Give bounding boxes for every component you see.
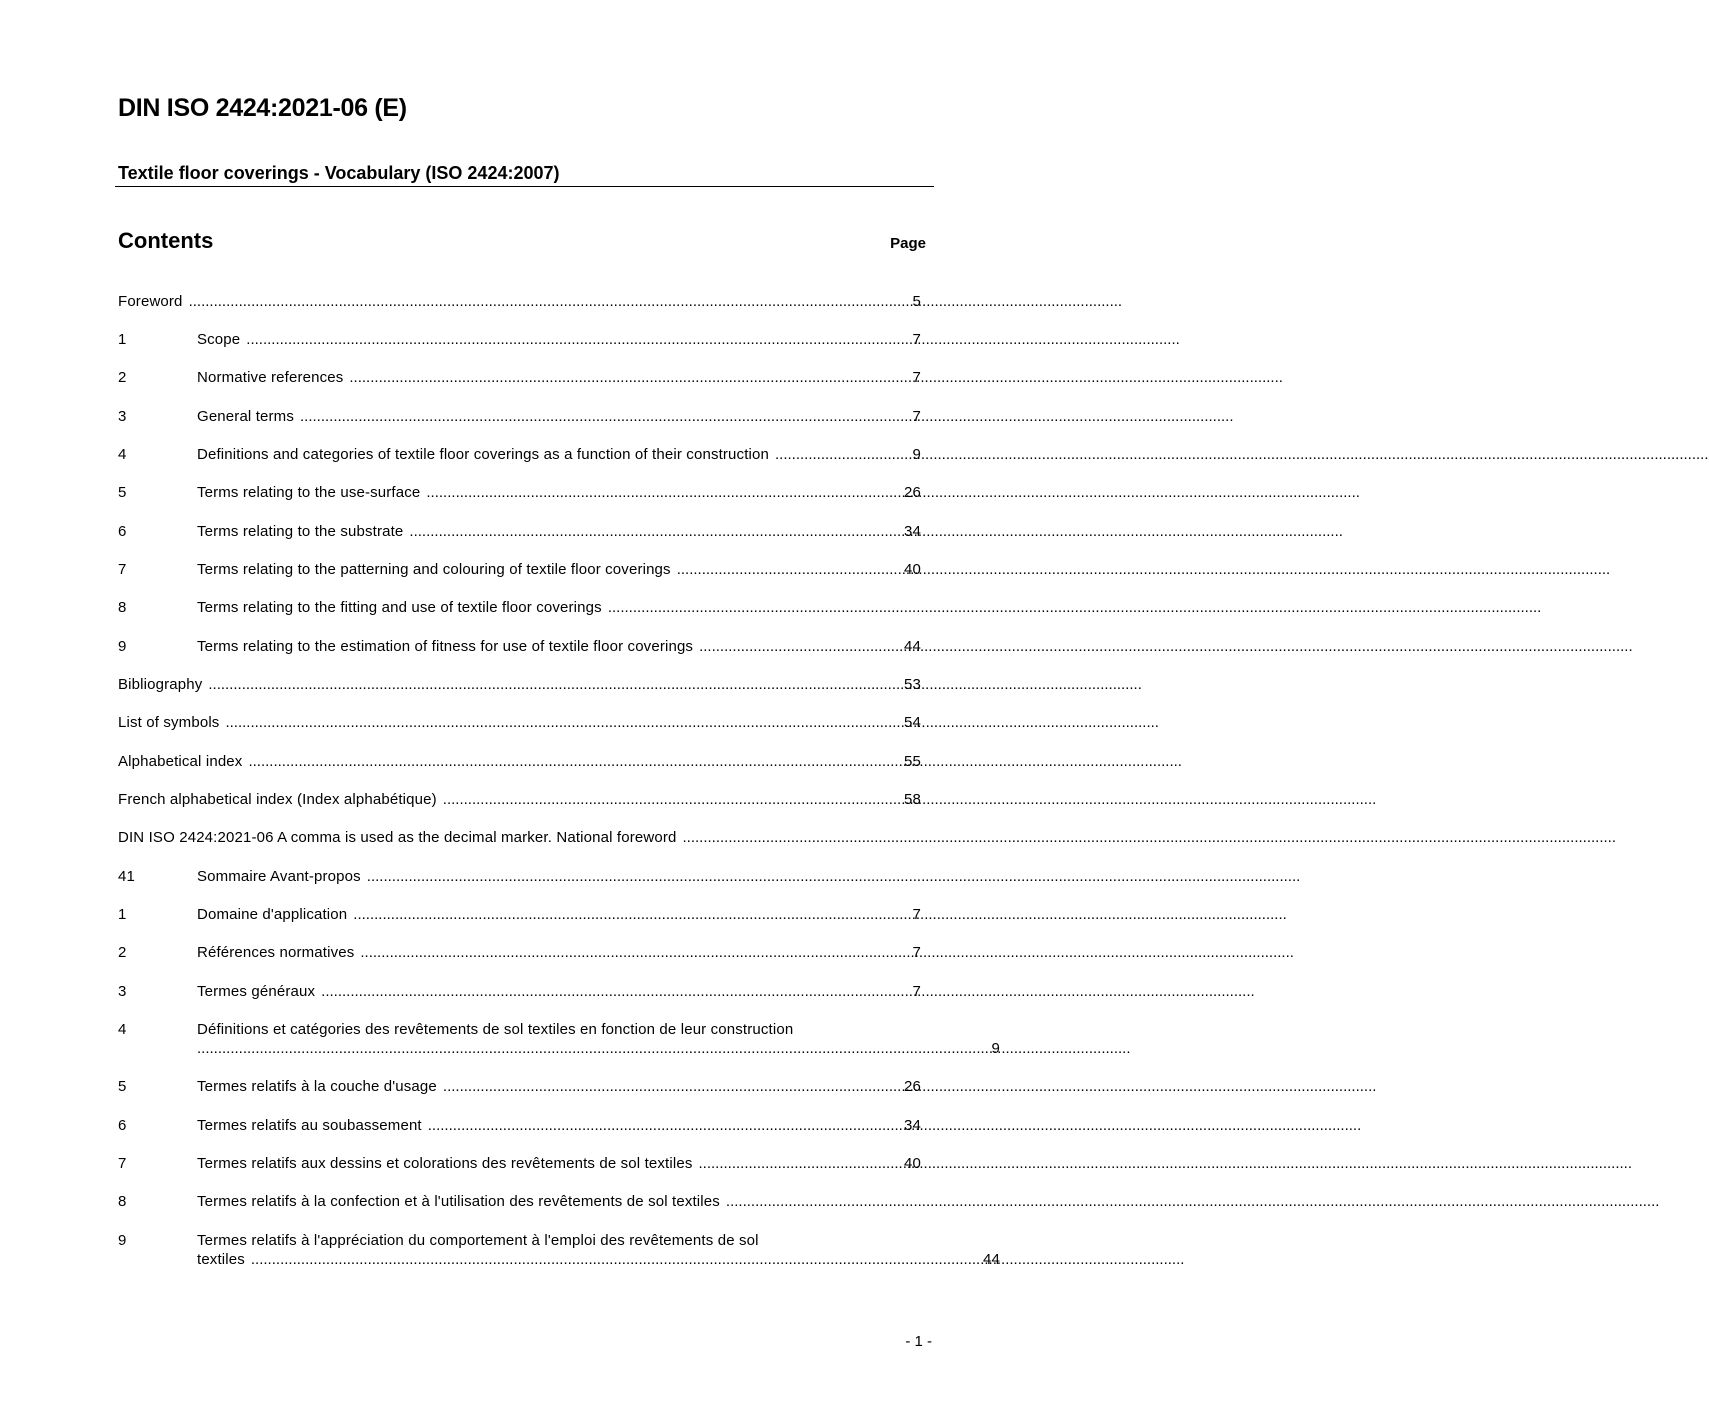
toc-entry-number: 5 — [118, 484, 127, 501]
toc-leader — [300, 407, 913, 426]
toc-leader — [608, 598, 921, 617]
toc-entry-page: 26 — [904, 484, 921, 501]
toc-entry-page: 40 — [904, 561, 921, 578]
toc-entry-title: Alphabetical index — [118, 753, 243, 770]
toc-entry-title: Foreword — [118, 293, 183, 310]
toc-entry-page: 34 — [904, 523, 921, 540]
toc-entry[interactable] — [118, 407, 921, 426]
toc-leader — [360, 943, 912, 962]
toc-entry-page: 58 — [904, 791, 921, 808]
toc-entry-title: Termes relatifs à l'appréciation du comportement à l'emploi des revêtements de sol — [197, 1232, 759, 1249]
toc-entry[interactable] — [118, 483, 921, 502]
toc-entry[interactable] — [118, 637, 921, 656]
toc-entry-title: Definitions and categories of textile floor coverings as a function of their construction — [197, 446, 769, 463]
toc-entry-title: DIN ISO 2424:2021-06 A comma is used as the decimal marker. National foreword — [118, 829, 677, 846]
toc-entry-page: 54 — [904, 714, 921, 731]
toc-entry-title: Terms relating to the patterning and colouring of textile floor coverings — [197, 561, 671, 578]
toc-entry-title: Termes généraux — [197, 983, 316, 1000]
toc-leader — [409, 522, 904, 541]
toc-entry[interactable] — [118, 1020, 1000, 1058]
toc-entry-number: 3 — [118, 408, 127, 425]
toc-entry-page: 53 — [904, 676, 921, 693]
toc-leader — [443, 790, 904, 809]
toc-entry-page: 26 — [904, 1078, 921, 1095]
toc-entry-title: Normative references — [197, 369, 344, 386]
toc-entry-title: Termes relatifs aux dessins et colorations des revêtements de sol textiles — [197, 1155, 693, 1172]
toc-leader — [349, 368, 912, 387]
toc-entry[interactable] — [118, 445, 921, 464]
toc-leader — [428, 1116, 904, 1135]
toc-leader — [353, 905, 912, 924]
toc-entry-title: Termes relatifs à la confection et à l'utilisation des revêtements de sol textiles — [197, 1193, 720, 1210]
toc-entry-title: Définitions et catégories des revêtements de sol textiles en fonction de leur construction — [197, 1021, 794, 1038]
toc-entry-title: Termes relatifs à la couche d'usage — [197, 1078, 437, 1095]
toc-entry-number: 4 — [118, 446, 127, 463]
toc-leader — [251, 1250, 983, 1269]
toc-entry-title: Terms relating to the estimation of fitness for use of textile floor coverings — [197, 638, 694, 655]
toc-entry-title: General terms — [197, 408, 294, 425]
toc-entry-number: 3 — [118, 983, 127, 1000]
toc-entry-page: 44 — [983, 1251, 1000, 1268]
toc-entry-page: 44 — [904, 638, 921, 655]
toc-entry[interactable] — [118, 560, 921, 579]
toc-entry-number: 2 — [118, 944, 127, 961]
toc-entry-number: 7 — [118, 1155, 127, 1172]
toc-entry[interactable] — [118, 790, 921, 809]
toc-entry[interactable] — [118, 1116, 921, 1135]
toc-leader — [197, 1039, 992, 1058]
toc-entry[interactable] — [118, 522, 921, 541]
toc-leader — [426, 483, 904, 502]
toc-entry-number: 41 — [118, 868, 135, 885]
toc-leader — [683, 828, 922, 847]
toc-entry-number: 4 — [118, 1021, 127, 1038]
toc-entry[interactable] — [118, 330, 921, 349]
toc-entry[interactable] — [118, 292, 921, 311]
toc-leader — [321, 982, 912, 1001]
toc-leader — [208, 675, 904, 694]
toc-entry[interactable] — [118, 713, 921, 732]
toc-entry[interactable] — [118, 1077, 921, 1096]
toc-entry-title: Bibliography — [118, 676, 203, 693]
toc-entry[interactable] — [118, 1192, 921, 1211]
toc-leader — [443, 1077, 904, 1096]
toc-entry-number: 6 — [118, 523, 127, 540]
document-title: DIN ISO 2424:2021-06 (E) — [118, 94, 407, 122]
toc-entry-title: Terms relating to the use-surface — [197, 484, 421, 501]
toc-entry-page: 5 — [912, 293, 921, 310]
toc-entry-page: 7 — [912, 906, 921, 923]
toc-entry-title-continued: textiles — [197, 1251, 245, 1268]
toc-entry-page: 7 — [912, 369, 921, 386]
toc-leader — [189, 292, 913, 311]
toc-entry-title: Références normatives — [197, 944, 355, 961]
toc-entry[interactable] — [118, 1231, 1000, 1269]
toc-leader — [677, 560, 904, 579]
toc-entry-page: 7 — [912, 408, 921, 425]
toc-entry-number: 9 — [118, 638, 127, 655]
contents-heading: Contents — [118, 228, 214, 253]
toc-entry-page: 9 — [991, 1040, 1000, 1057]
toc-entry-page: 7 — [912, 944, 921, 961]
page-number: - 1 - — [905, 1333, 932, 1350]
toc-entry-number: 8 — [118, 1193, 127, 1210]
toc-entry-page: 9 — [912, 446, 921, 463]
toc-entry[interactable] — [118, 867, 921, 886]
toc-entry-page: 7 — [912, 331, 921, 348]
toc-leader — [225, 713, 904, 732]
toc-leader — [367, 867, 921, 886]
toc-entry-title: Domaine d'application — [197, 906, 348, 923]
toc-entry-title: Terms relating to the fitting and use of textile floor coverings — [197, 599, 602, 616]
toc-entry[interactable] — [118, 828, 921, 847]
toc-entry-page: 7 — [912, 983, 921, 1000]
toc-entry-number: 6 — [118, 1117, 127, 1134]
toc-entry-title: Termes relatifs au soubassement — [197, 1117, 422, 1134]
toc-entry-title: Scope — [197, 331, 241, 348]
document-subtitle: Textile floor coverings - Vocabulary (ISO 2424:2007) — [118, 163, 560, 183]
toc-leader — [699, 637, 904, 656]
toc-entry-page: 40 — [904, 1155, 921, 1172]
toc-entry-page: 55 — [904, 753, 921, 770]
toc-entry-number: 9 — [118, 1232, 127, 1249]
toc-entry[interactable] — [118, 752, 921, 771]
toc-entry-number: 1 — [118, 331, 127, 348]
toc-entry[interactable] — [118, 982, 921, 1001]
toc-leader — [775, 445, 913, 464]
toc-entry[interactable] — [118, 598, 921, 617]
toc-entry-page: 34 — [904, 1117, 921, 1134]
toc-entry[interactable] — [118, 943, 921, 962]
toc-entry-title: French alphabetical index (Index alphabétique) — [118, 791, 437, 808]
toc-entry-title: Terms relating to the substrate — [197, 523, 404, 540]
toc-entry[interactable] — [118, 675, 921, 694]
toc-entry-title: Sommaire Avant-propos — [197, 868, 361, 885]
toc-entry-number: 8 — [118, 599, 127, 616]
page-column-label: Page — [890, 235, 926, 252]
toc-entry[interactable] — [118, 1154, 921, 1173]
toc-leader — [726, 1192, 921, 1211]
toc-entry-number: 1 — [118, 906, 127, 923]
table-of-contents — [118, 0, 1000, 1403]
toc-entry-number: 2 — [118, 369, 127, 386]
toc-leader — [246, 330, 912, 349]
toc-entry-number: 7 — [118, 561, 127, 578]
toc-entry[interactable] — [118, 368, 921, 387]
toc-leader — [699, 1154, 905, 1173]
toc-entry-title: List of symbols — [118, 714, 220, 731]
toc-entry[interactable] — [118, 905, 921, 924]
toc-leader — [248, 752, 904, 771]
toc-entry-number: 5 — [118, 1078, 127, 1095]
